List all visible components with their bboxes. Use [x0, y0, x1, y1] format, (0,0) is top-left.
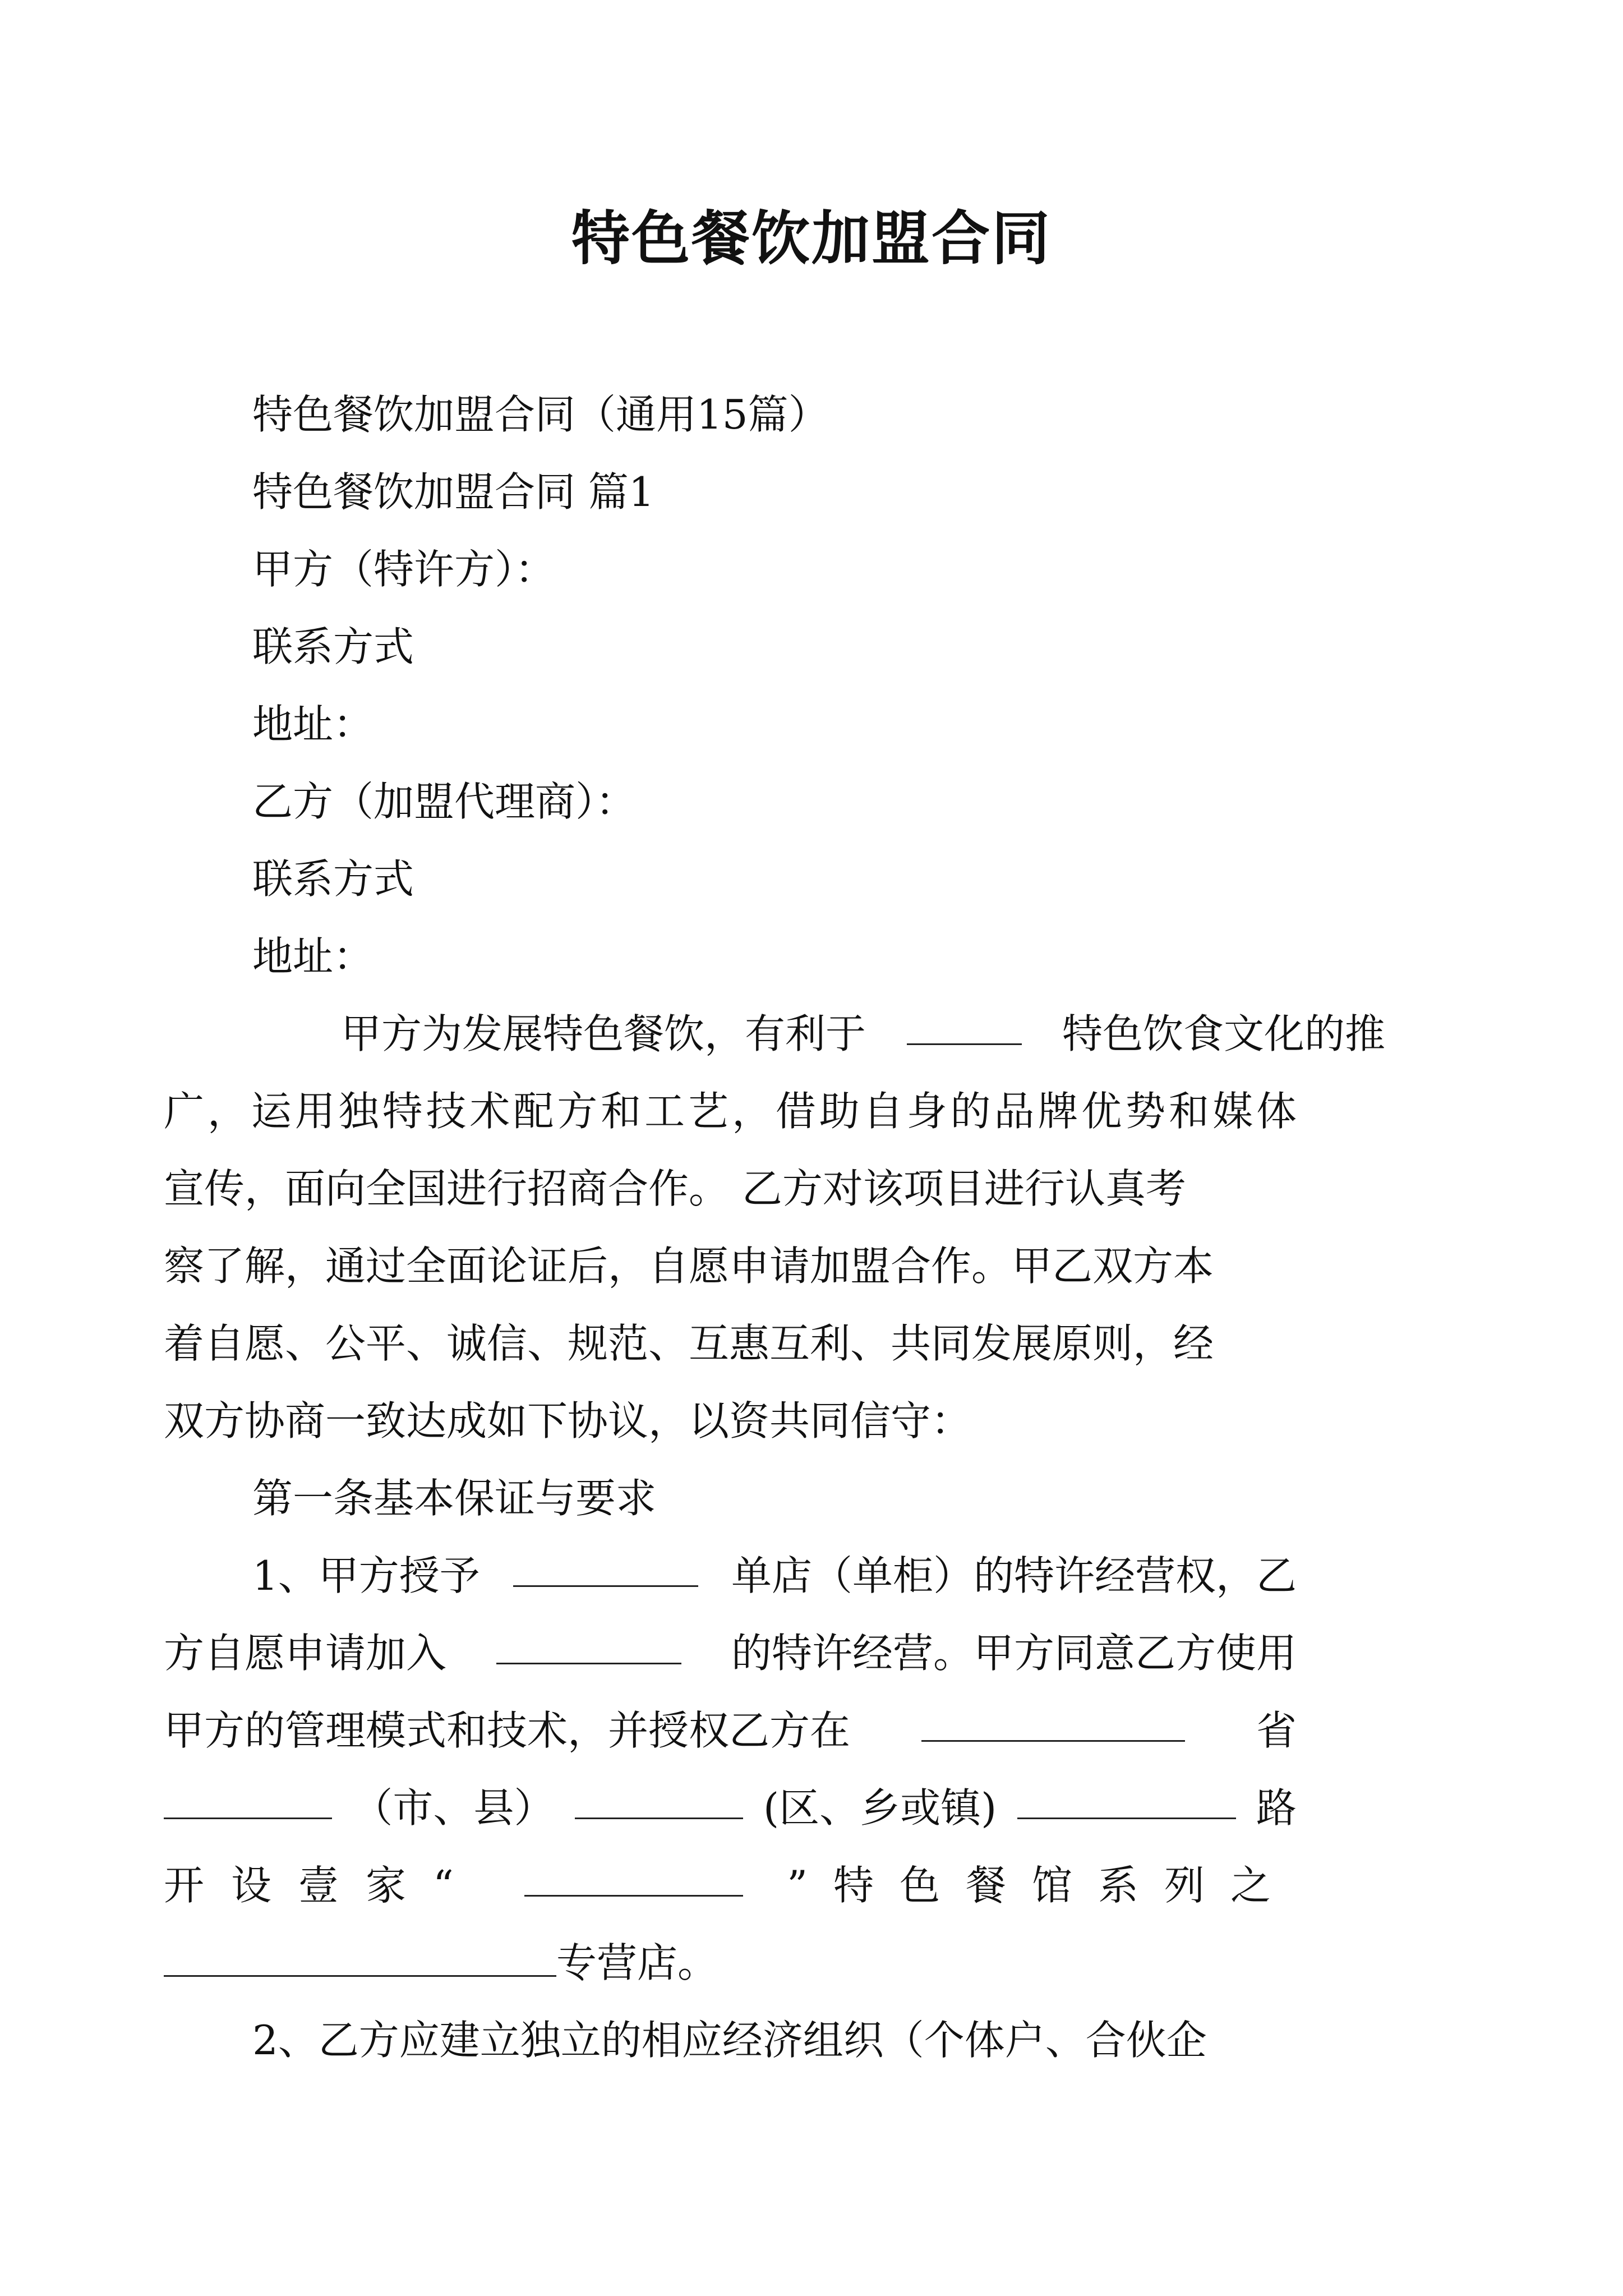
party-a-contact: 联系方式	[252, 623, 414, 670]
intro-line: 着自愿、公平、诚信、规范、互惠互利、共同发展原则，经	[164, 1320, 1214, 1367]
clause-text: 路	[1256, 1784, 1297, 1832]
blank-field	[513, 1537, 698, 1587]
intro-line	[341, 995, 1385, 1073]
document-title: 特色餐饮加盟合同	[571, 204, 1052, 273]
party-a-label: 甲方（特许方）：	[252, 546, 556, 593]
clause-text: 甲方的管理模式和技术，并授权乙方在	[164, 1707, 851, 1754]
document-body	[252, 376, 1385, 995]
clause-line	[164, 1924, 1385, 2001]
clause-line	[164, 1769, 1297, 1847]
clause-text: (区、乡或镇)	[763, 1784, 997, 1832]
clause-line	[252, 1537, 1297, 1614]
intro-paragraph-cont	[164, 1150, 1385, 1460]
clause-text: 开设壹家“	[164, 1862, 481, 1909]
blank-field	[575, 1769, 743, 1819]
clause-line	[164, 1692, 1297, 1769]
blank-field	[164, 1927, 556, 1977]
section-heading: 特色餐饮加盟合同 篇1	[252, 468, 654, 516]
blank-field	[921, 1692, 1185, 1742]
clause-text: 方自愿申请加入	[164, 1630, 447, 1677]
article-1	[252, 1460, 1385, 1614]
party-a-address: 地址：	[252, 701, 374, 748]
blank-field	[907, 995, 1022, 1045]
intro-text: 特色饮食文化的推	[1062, 1010, 1385, 1057]
intro-paragraph-cont	[164, 1073, 1385, 1150]
party-b-label: 乙方（加盟代理商）：	[252, 778, 637, 825]
article-heading: 第一条基本保证与要求	[252, 1475, 657, 1522]
blank-field	[496, 1614, 681, 1664]
party-b-address: 地址：	[252, 933, 374, 980]
clause-text: 的特许经营。甲方同意乙方使用	[731, 1630, 1297, 1677]
party-b-contact: 联系方式	[252, 855, 414, 903]
clause-text: 专营店。	[556, 1939, 718, 1986]
clause-text: 单店（单柜）的特许经营权，乙	[731, 1552, 1297, 1599]
clause-line: 2、乙方应建立独立的相应经济组织（个体户、合伙企	[252, 2017, 1207, 2064]
clause-text: （市、县）	[352, 1784, 555, 1832]
blank-field	[524, 1847, 743, 1897]
blank-field	[164, 1769, 332, 1819]
clause-text: ”特色餐馆系列之	[787, 1862, 1297, 1909]
article-1-cont	[164, 1614, 1385, 2001]
clause-text: 1、甲方授予	[252, 1552, 480, 1599]
intro-paragraph	[252, 995, 1385, 1073]
clause-text: 省	[1256, 1707, 1297, 1754]
blank-field	[1017, 1769, 1236, 1819]
clause-line	[164, 1614, 1297, 1692]
article-1-clause-2	[252, 2001, 1385, 2079]
intro-line: 宣传，面向全国进行招商合作。 乙方对该项目进行认真考	[164, 1165, 1186, 1212]
clause-line	[164, 1847, 1297, 1924]
intro-text: 甲方为发展特色餐饮，有利于	[341, 1010, 866, 1057]
subtitle-line: 特色餐饮加盟合同（通用15篇）	[252, 391, 829, 438]
intro-line: 广，运用独特技术配方和工艺，借助自身的品牌优势和媒体	[164, 1088, 1297, 1135]
intro-line: 察了解，通过全面论证后，自愿申请加盟合作。甲乙双方本	[164, 1243, 1214, 1290]
intro-line: 双方协商一致达成如下协议，以资共同信守：	[164, 1397, 972, 1444]
